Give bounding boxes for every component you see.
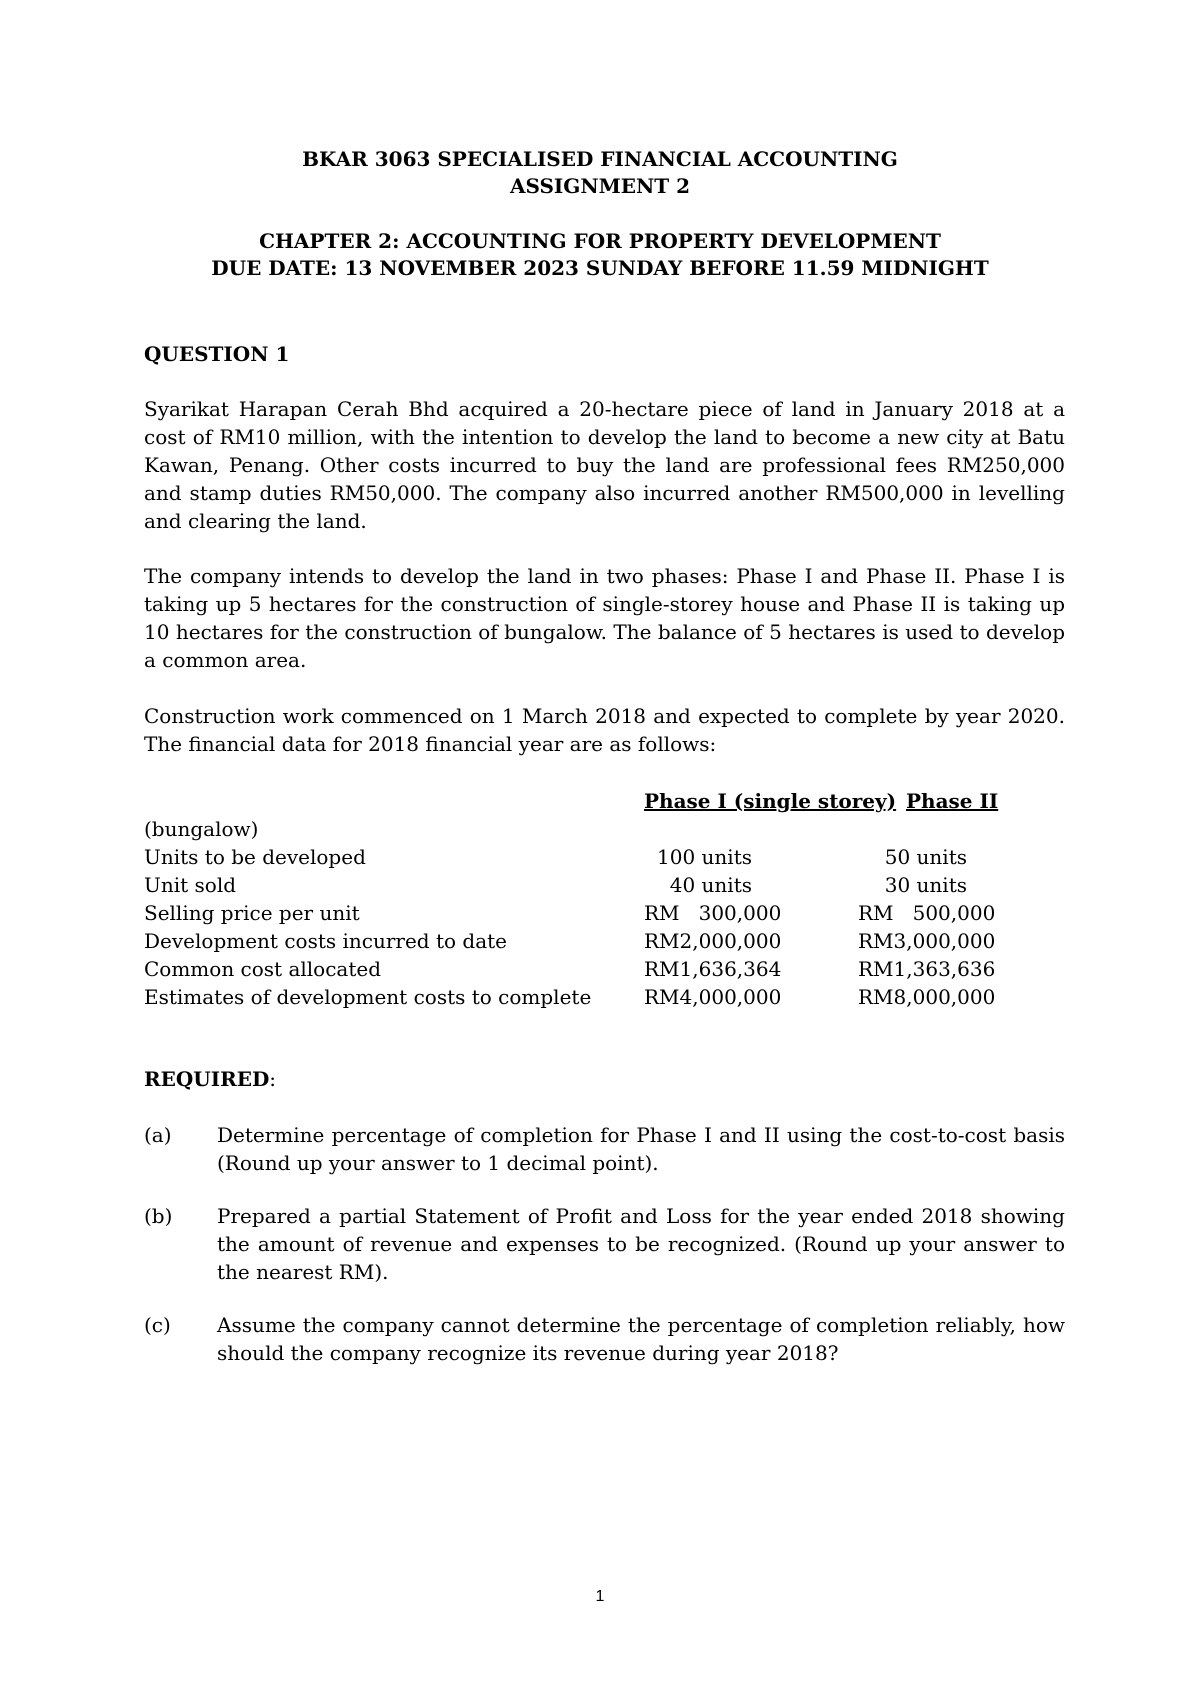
table-row [144, 983, 1065, 1011]
item-marker: (b) [144, 1204, 173, 1228]
phase-1-value: RM 300,000 [644, 901, 782, 925]
page-number: 1 [595, 1588, 605, 1605]
row-label: Unit sold [144, 873, 237, 897]
column-header-phase-1: Phase I (single storey) [644, 789, 897, 813]
required-heading [144, 1065, 276, 1093]
question-heading: QUESTION 1 [144, 342, 290, 366]
list-item [144, 1202, 1065, 1286]
question-paragraph-1: Syarikat Harapan Cerah Bhd acquired a 20-hectare piece of land in January 2018 at a cost of RM10 million, with the intention to develop the land to become a new city at Batu Kawan, Penang. Other costs incurred to buy the land are professional fees RM250,000 and stamp duties RM50,000. The company also incurred another RM500,000 in levelling and clearing the land. [144, 397, 1065, 533]
item-text: Determine percentage of completion for Phase I and II using the cost-to-cost basis (Round up your answer to 1 decimal point). [217, 1123, 1065, 1175]
table-row [144, 843, 1065, 871]
table-wrapped-header [144, 815, 1065, 843]
item-text: Assume the company cannot determine the percentage of completion reliably, how should the company recognize its revenue during year 2018? [217, 1313, 1065, 1365]
wrapped-header-text: (bungalow) [144, 817, 259, 841]
item-marker: (a) [144, 1123, 172, 1147]
row-label: Estimates of development costs to complete [144, 985, 592, 1009]
row-label: Selling price per unit [144, 901, 360, 925]
row-label: Units to be developed [144, 845, 366, 869]
required-colon: : [269, 1067, 277, 1091]
chapter-title: CHAPTER 2: ACCOUNTING FOR PROPERTY DEVELOPMENT [259, 229, 941, 253]
table-row [144, 871, 1065, 899]
phase-1-value: 40 units [669, 873, 752, 897]
table-row [144, 927, 1065, 955]
item-marker: (c) [144, 1313, 171, 1337]
phase-2-value: RM3,000,000 [858, 929, 996, 953]
item-text: Prepared a partial Statement of Profit and Loss for the year ended 2018 showing the amount of revenue and expenses to be recognized. (Round up your answer to the nearest RM). [217, 1204, 1065, 1284]
phase-1-value: RM4,000,000 [644, 985, 782, 1009]
course-title: BKAR 3063 SPECIALISED FINANCIAL ACCOUNTING [302, 147, 898, 171]
list-item [144, 1121, 1065, 1177]
list-item [144, 1311, 1065, 1367]
question-paragraph-3: Construction work commenced on 1 March 2018 and expected to complete by year 2020. The financial data for 2018 financial year are as follows: [144, 704, 1065, 756]
phase-1-value: RM1,636,364 [644, 957, 782, 981]
due-date: DUE DATE: 13 NOVEMBER 2023 SUNDAY BEFORE 11.59 MIDNIGHT [211, 256, 989, 280]
phase-1-value: RM2,000,000 [644, 929, 782, 953]
required-label: REQUIRED [144, 1067, 270, 1091]
table-row [144, 955, 1065, 983]
row-label: Development costs incurred to date [144, 929, 507, 953]
phase-2-value: 30 units [884, 873, 967, 897]
phase-2-value: RM 500,000 [858, 901, 996, 925]
phase-1-value: 100 units [657, 845, 752, 869]
phase-2-value: RM1,363,636 [858, 957, 996, 981]
phase-2-value: RM8,000,000 [858, 985, 996, 1009]
phase-2-value: 50 units [884, 845, 967, 869]
question-paragraph-2: The company intends to develop the land in two phases: Phase I and Phase II. Phase I is taking up 5 hectares for the construction of single-storey house and Phase II is taking up 10 hectares for the construction of bungalow. The balance of 5 hectares is used to develop a common area. [144, 564, 1065, 672]
row-label: Common cost allocated [144, 957, 382, 981]
assignment-title: ASSIGNMENT 2 [509, 174, 691, 198]
table-row [144, 899, 1065, 927]
column-header-phase-2: Phase II [906, 789, 999, 813]
